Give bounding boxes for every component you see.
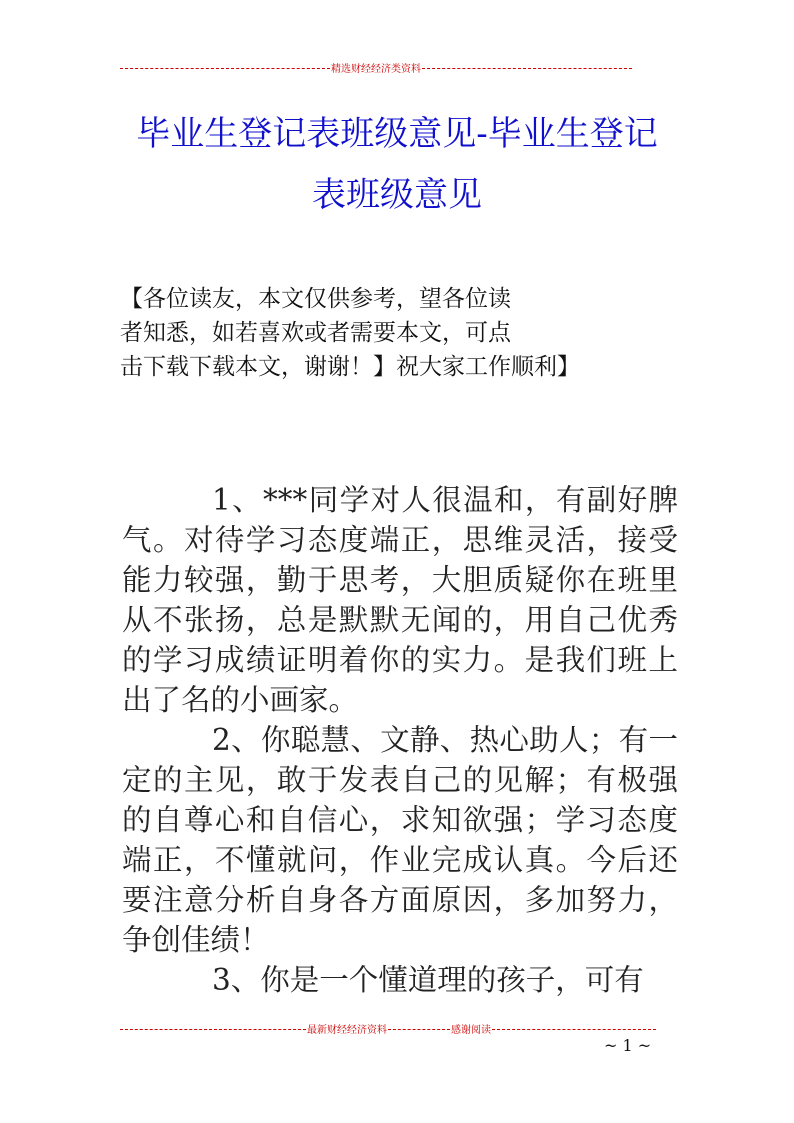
reader-notice [120, 282, 680, 384]
page-footer [120, 1021, 656, 1036]
page-number: ~ 1 ~ [604, 1036, 652, 1055]
notice-line: 者知悉，如若喜欢或者需要本文，可点 [120, 320, 511, 346]
footer-dash-left [120, 1029, 306, 1030]
header-dash-left [120, 68, 330, 69]
header-label: 精选财经经济类资料 [331, 64, 421, 75]
document-title-line-1: 毕业生登记表班级意见-毕业生登记 [136, 114, 658, 154]
notice-line: 击下载下载本文，谢谢！】祝大家工作顺利】 [120, 354, 580, 380]
notice-line: 【各位读友，本文仅供参考，望各位读 [120, 286, 511, 312]
body-paragraph-2: 2、你聪慧、文静、热心助人；有一定的主见，敢于发表自己的见解；有极强的自尊心和自信心，求知欲强；学习态度端正，不懂就问，作业完成认真。今后还要注意分析自身各方面原因，多加努力，争创佳绩！ [122, 723, 678, 957]
footer-label-left: 最新财经经济资料 [307, 1025, 387, 1036]
page-header [120, 60, 632, 75]
body-paragraph-3: 3、你是一个懂道理的孩子，可有 [212, 963, 644, 997]
body-paragraph-1: 1、***同学对人很温和，有副好脾气。对待学习态度端正，思维灵活，接受能力较强，勤于思考，大胆质疑你在班里从不张扬，总是默默无闻的，用自己优秀的学习成绩证明着你的实力。是我们班上出了名的小画家。 [122, 483, 678, 717]
footer-dash-right [492, 1029, 656, 1030]
document-body [122, 480, 678, 1000]
header-dash-right [422, 68, 632, 69]
footer-dash-middle [388, 1029, 450, 1030]
footer-label-right: 感谢阅读 [451, 1025, 491, 1036]
document-title-line-2: 表班级意见 [312, 175, 482, 215]
